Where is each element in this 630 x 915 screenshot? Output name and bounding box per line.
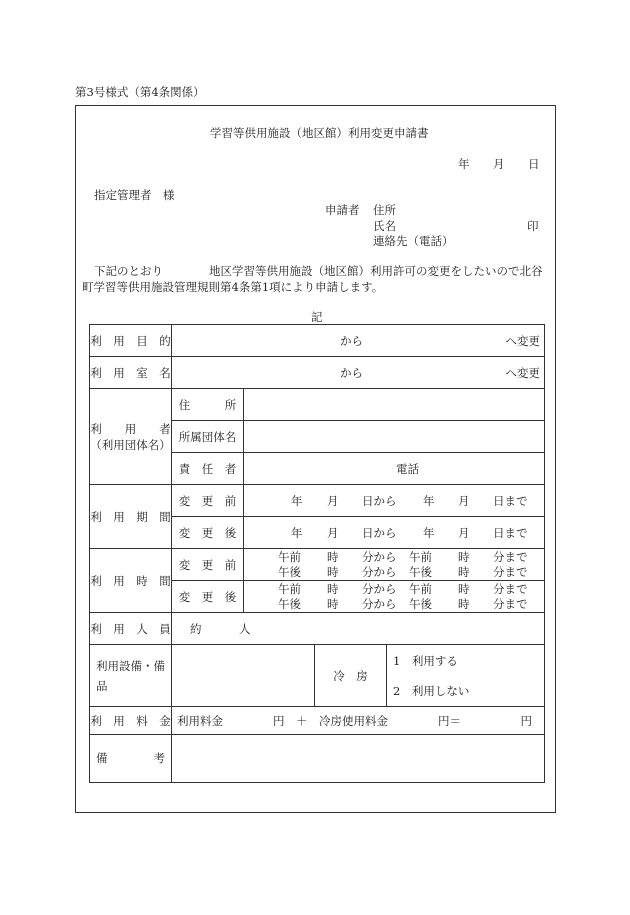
remarks-label-1: 備 [96, 751, 108, 765]
period-month: 月 [327, 526, 339, 540]
cooling-fee-label: 冷房使用料金 [319, 714, 388, 728]
cooling-option-use[interactable]: 1 利用する [393, 654, 458, 668]
fee-field[interactable] [172, 707, 545, 735]
people-about: 約 [190, 622, 202, 636]
cooling-label: 冷 房 [315, 645, 387, 707]
period-year: 年 [423, 526, 435, 540]
phone-label: 電話 [396, 462, 419, 476]
date-year: 年 [458, 157, 470, 171]
cooling-options [387, 645, 545, 707]
application-table [89, 324, 545, 783]
time-am: 午前 [278, 582, 301, 596]
people-unit: 人 [239, 622, 251, 636]
form-number: 第3号様式（第4条関係） [75, 85, 205, 99]
user-label-1: 利 用 者 [90, 421, 171, 436]
time-hour: 時 [327, 582, 339, 596]
people-field[interactable] [172, 613, 545, 645]
body-line-2: 町学習等供用施設管理規則第4条第1項により申請します。 [82, 280, 384, 294]
period-year: 年 [291, 526, 303, 540]
time-minfrom: 分から [362, 597, 397, 611]
time-minto: 分まで [493, 550, 528, 564]
applicant-label: 申請者 [325, 203, 360, 217]
applicant-contact: 連絡先（電話） [373, 234, 454, 248]
date-month: 月 [493, 157, 505, 171]
time-before-label: 変 更 前 [172, 549, 244, 581]
time-pm: 午後 [409, 597, 432, 611]
period-before-field[interactable] [244, 485, 545, 517]
room-field[interactable] [172, 357, 545, 389]
time-hour: 時 [327, 550, 339, 564]
user-label-2: （利用団体名） [90, 437, 171, 452]
period-dayfrom: 日から [362, 494, 397, 508]
user-label [90, 389, 172, 485]
time-label: 利 用 時 間 [90, 549, 172, 613]
time-hour: 時 [327, 565, 339, 579]
period-label: 利 用 期 間 [90, 485, 172, 549]
fee-label: 利 用 料 金 [90, 707, 172, 735]
table-row [90, 735, 545, 783]
period-after-label: 変 更 後 [172, 517, 244, 549]
time-hour: 時 [327, 597, 339, 611]
time-am: 午前 [409, 582, 432, 596]
time-minfrom: 分から [362, 550, 397, 564]
resp-field[interactable] [244, 453, 545, 485]
seal-mark: 印 [527, 219, 539, 233]
org-field[interactable] [244, 421, 545, 453]
time-minto: 分まで [493, 565, 528, 579]
time-minfrom: 分から [362, 582, 397, 596]
time-minto: 分まで [493, 597, 528, 611]
time-pm: 午後 [409, 565, 432, 579]
purpose-from: から [340, 334, 363, 348]
address-label: 住 所 [172, 389, 244, 421]
time-before-field[interactable] [244, 549, 545, 581]
date-day: 日 [528, 157, 540, 171]
fee-eq: 円＝ [438, 714, 461, 728]
period-dayfrom: 日から [362, 526, 397, 540]
time-pm: 午後 [278, 597, 301, 611]
table-row [90, 645, 545, 707]
table-row [90, 485, 545, 517]
table-row [90, 325, 545, 357]
time-hour: 時 [458, 582, 470, 596]
time-pm: 午後 [278, 565, 301, 579]
time-after-label: 変 更 後 [172, 581, 244, 613]
people-label: 利 用 人 員 [90, 613, 172, 645]
time-minto: 分まで [493, 582, 528, 596]
ki-mark: 記 [311, 310, 323, 324]
time-hour: 時 [458, 565, 470, 579]
org-label: 所属団体名 [172, 421, 244, 453]
document-title: 学習等供用施設（地区館）利用変更申請書 [210, 126, 429, 140]
time-minfrom: 分から [362, 565, 397, 579]
remarks-label-2: 考 [153, 751, 165, 765]
time-hour: 時 [458, 597, 470, 611]
fee-usage-label: 利用料金 [177, 714, 223, 728]
equipment-field[interactable] [172, 645, 315, 707]
period-year: 年 [423, 494, 435, 508]
resp-label: 責 任 者 [172, 453, 244, 485]
purpose-field[interactable] [172, 325, 545, 357]
applicant-address: 住所 [373, 203, 396, 217]
time-am: 午前 [278, 550, 301, 564]
table-row [90, 549, 545, 581]
table-row [90, 707, 545, 735]
body-line-1: 下記のとおり 地区学習等供用施設（地区館）利用許可の変更をしたいので北谷 [94, 264, 543, 278]
remarks-field[interactable] [172, 735, 545, 783]
fee-yen: 円 [273, 714, 285, 728]
period-after-field[interactable] [244, 517, 545, 549]
purpose-label: 利 用 目 的 [90, 325, 172, 357]
room-label: 利 用 室 名 [90, 357, 172, 389]
period-dayto: 日まで [493, 494, 528, 508]
time-am: 午前 [409, 550, 432, 564]
fee-plus: ＋ [296, 714, 308, 728]
time-after-field[interactable] [244, 581, 545, 613]
period-before-label: 変 更 前 [172, 485, 244, 517]
room-from: から [340, 366, 363, 380]
remarks-label [90, 735, 172, 783]
cooling-option-nouse[interactable]: 2 利用しない [393, 684, 470, 698]
applicant-name: 氏名 [373, 219, 396, 233]
table-row [90, 389, 545, 421]
period-dayto: 日まで [493, 526, 528, 540]
room-to: へ変更 [505, 366, 540, 380]
purpose-to: へ変更 [505, 334, 540, 348]
fee-total-yen: 円 [520, 714, 532, 728]
period-month: 月 [327, 494, 339, 508]
table-row [90, 613, 545, 645]
table-row [90, 357, 545, 389]
period-year: 年 [291, 494, 303, 508]
time-hour: 時 [458, 550, 470, 564]
address-field[interactable] [244, 389, 545, 421]
addressee: 指定管理者 様 [94, 188, 175, 202]
period-month: 月 [458, 494, 470, 508]
period-month: 月 [458, 526, 470, 540]
equipment-label: 利用設備・備品 [90, 645, 172, 707]
